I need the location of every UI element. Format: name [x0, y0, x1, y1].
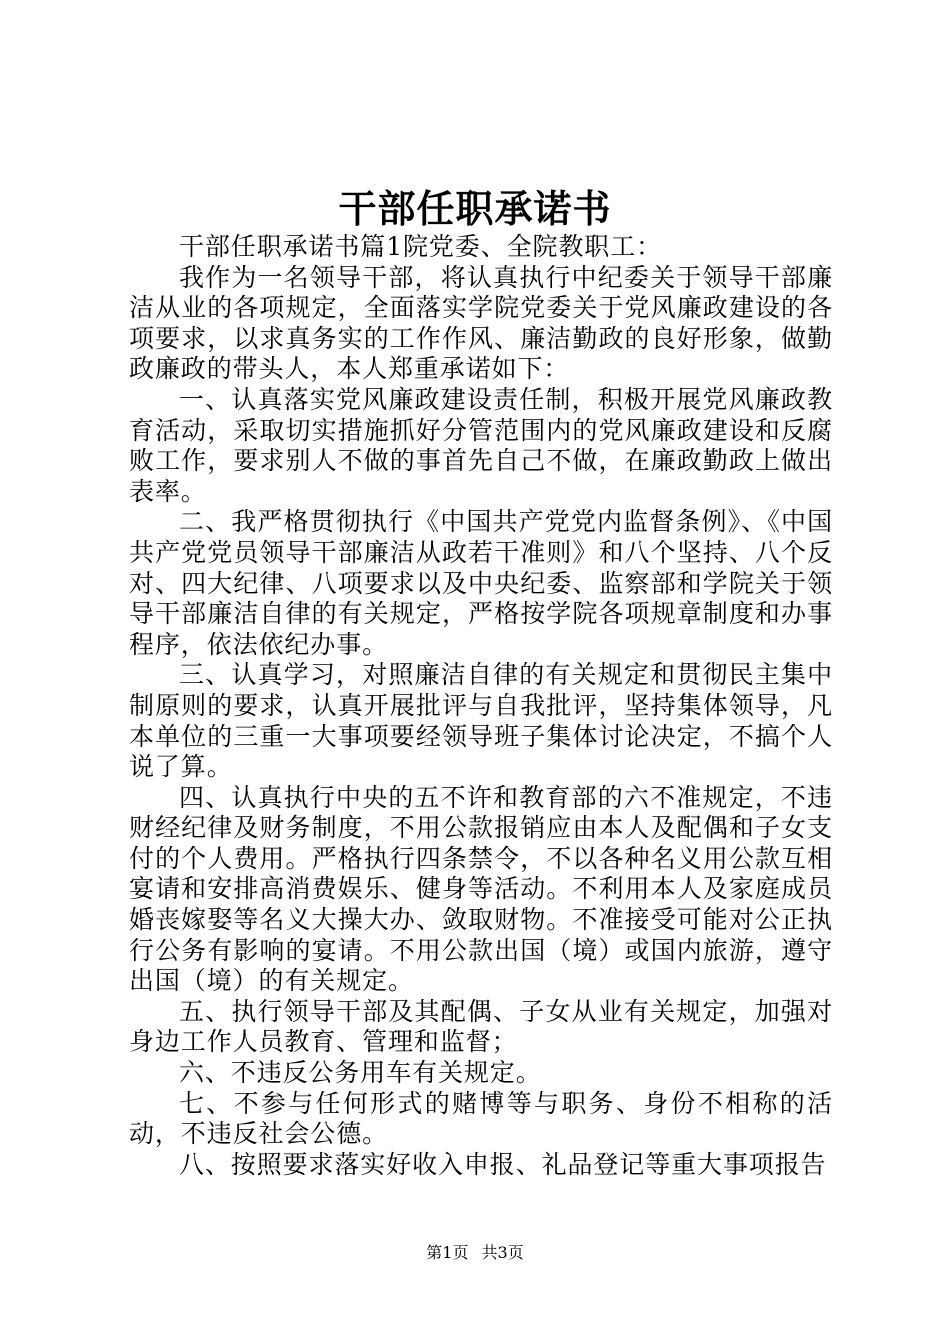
- page-footer: [0, 1242, 950, 1264]
- page-total: 共3页: [481, 1243, 524, 1262]
- paragraph-item-4: 四、认真执行中央的五不许和教育部的六不准规定，不违财经纪律及财务制度，不用公款报销应由本人及配偶和子女支付的个人费用。严格执行四条禁令，不以各种名义用公款互相宴请和安排高消费娱乐、健身等活动。不利用本人及家庭成员婚丧嫁娶等名义大操大办、敛取财物。不准接受可能对公正执行公务有影响的宴请。不用公款出国（境）或国内旅游，遵守出国（境）的有关规定。: [129, 782, 833, 996]
- paragraph-item-1: 一、认真落实党风廉政建设责任制，积极开展党风廉政教育活动，采取切实措施抓好分管范围内的党风廉政建设和反腐败工作，要求别人不做的事首先自己不做，在廉政勤政上做出表率。: [129, 384, 833, 506]
- paragraph-item-7: 七、不参与任何形式的赌博等与职务、身份不相称的活动，不违反社会公德。: [129, 1088, 833, 1149]
- paragraph-item-2: 二、我严格贯彻执行《中国共产党党内监督条例》、《中国共产党党员领导干部廉洁从政若干准则》和八个坚持、八个反对、四大纪律、八项要求以及中央纪委、监察部和学院关于领导干部廉洁自律的有关规定，严格按学院各项规章制度和办事程序，依法依纪办事。: [129, 507, 833, 659]
- paragraph-intro: 我作为一名领导干部，将认真执行中纪委关于领导干部廉洁从业的各项规定，全面落实学院党委关于党风廉政建设的各项要求，以求真务实的工作作风、廉洁勤政的良好形象，做勤政廉政的带头人，本人郑重承诺如下：: [129, 262, 833, 384]
- paragraph-greeting: 干部任职承诺书篇1院党委、全院教职工：: [179, 232, 663, 261]
- paragraph-item-5: 五、执行领导干部及其配偶、子女从业有关规定，加强对身边工作人员教育、管理和监督；: [129, 996, 833, 1057]
- document-body: [129, 232, 833, 1180]
- document-title: 干部任职承诺书: [338, 186, 612, 231]
- paragraph-item-6: 六、不违反公务用车有关规定。: [179, 1058, 542, 1088]
- paragraph-item-8: 八、按照要求落实好收入申报、礼品登记等重大事项报告: [179, 1149, 827, 1179]
- paragraph-item-3: 三、认真学习，对照廉洁自律的有关规定和贯彻民主集中制原则的要求，认真开展批评与自我批评，坚持集体领导，凡本单位的三重一大事项要经领导班子集体讨论决定，不搞个人说了算。: [129, 660, 833, 782]
- page-number: 第1页: [426, 1243, 469, 1262]
